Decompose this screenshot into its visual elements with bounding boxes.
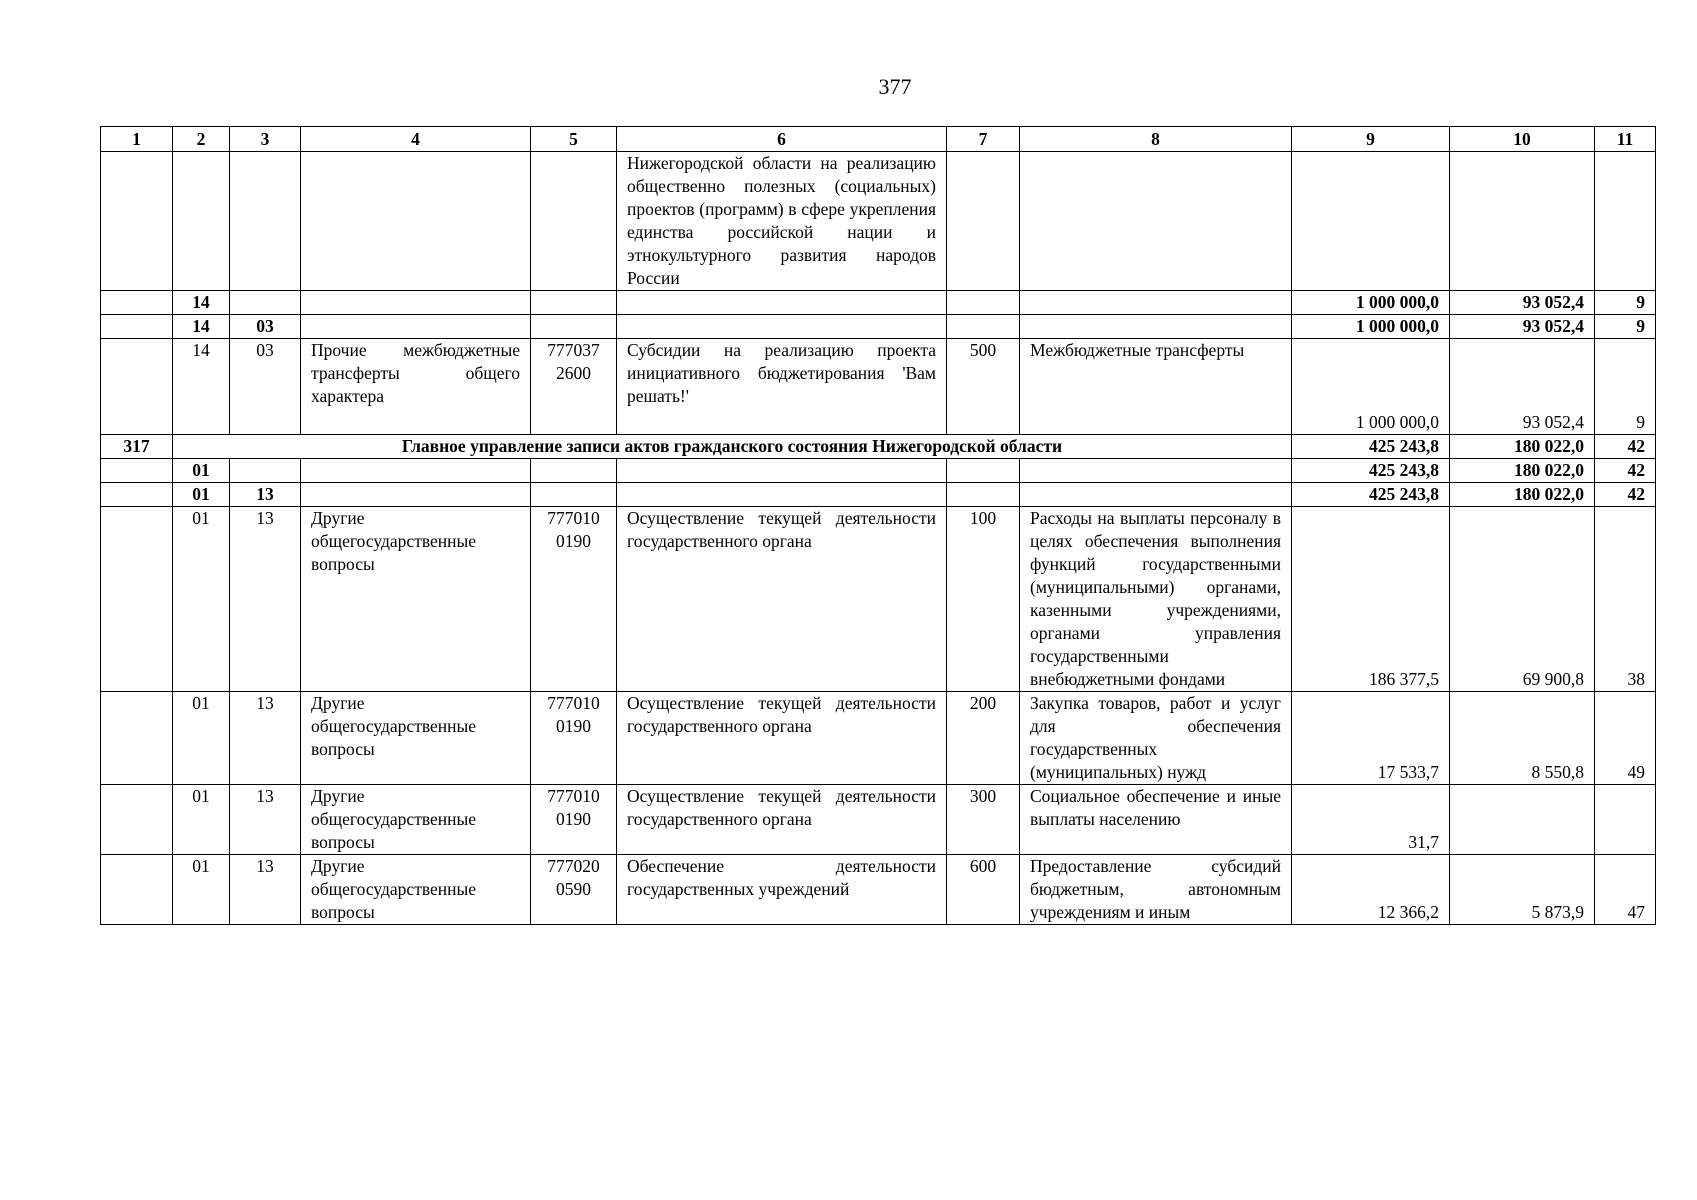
header-cell: 1 [101,127,173,152]
expense-type-name: Предоставление субсидий бюджетным, автономным учреждениям и иным [1020,855,1292,925]
percent: 42 [1595,435,1656,459]
section-code: 01 [173,692,230,785]
subsection-code: 13 [230,483,301,507]
target-article-code: 777010 0190 [531,785,617,855]
header-cell: 4 [301,127,531,152]
table-row [101,785,1656,855]
header-cell: 8 [1020,127,1292,152]
section-code: 01 [173,785,230,855]
header-cell: 2 [173,127,230,152]
section-code: 01 [173,483,230,507]
amount-actual: 93 052,4 [1450,291,1595,315]
header-cell: 9 [1292,127,1450,152]
amount-plan: 425 243,8 [1292,435,1450,459]
department-name: Главное управление записи актов гражданского состояния Нижегородской области [173,435,1292,459]
header-cell: 3 [230,127,301,152]
table-row [101,152,1656,291]
target-article-code: 777010 0190 [531,507,617,692]
expense-type-name: Расходы на выплаты персоналу в целях обеспечения выполнения функций государственными (муниципальными) органами, казенными учреждениями, органами управления государственными внебюджетными фондами [1020,507,1292,692]
section-code: 14 [173,291,230,315]
amount-actual: 8 550,8 [1450,692,1595,785]
expense-type-code: 600 [947,855,1020,925]
amount-actual: 5 873,9 [1450,855,1595,925]
section-code: 14 [173,339,230,435]
section-name: Другие общегосударственные вопросы [301,785,531,855]
percent: 9 [1595,291,1656,315]
purpose-cell: Субсидии на реализацию проекта инициативного бюджетирования 'Вам решать!' [617,339,947,435]
table-row [101,339,1656,435]
amount-actual: 180 022,0 [1450,435,1595,459]
percent: 42 [1595,483,1656,507]
page-number: 377 [878,74,912,99]
section-name: Другие общегосударственные вопросы [301,855,531,925]
purpose-cell: Осуществление текущей деятельности государственного органа [617,692,947,785]
purpose-cell: Нижегородской области на реализацию общественно полезных (социальных) проектов (программ) в сфере укрепления единства российской нации и этнокультурного развития народов России [617,152,947,291]
target-article-code: 777037 2600 [531,339,617,435]
percent: 49 [1595,692,1656,785]
amount-plan: 17 533,7 [1292,692,1450,785]
section-total-row [101,459,1656,483]
amount-actual: 69 900,8 [1450,507,1595,692]
expense-type-name: Закупка товаров, работ и услуг для обеспечения государственных (муниципальных) нужд [1020,692,1292,785]
section-name: Прочие межбюджетные трансферты общего характера [301,339,531,435]
percent: 9 [1595,315,1656,339]
amount-plan: 186 377,5 [1292,507,1450,692]
subsection-code: 13 [230,507,301,692]
table-row [101,855,1656,925]
budget-table [100,126,1656,925]
expense-type-code: 500 [947,339,1020,435]
header-cell: 10 [1450,127,1595,152]
purpose-cell: Обеспечение деятельности государственных учреждений [617,855,947,925]
amount-actual [1450,785,1595,855]
amount-actual: 93 052,4 [1450,339,1595,435]
table-row [101,507,1656,692]
purpose-cell: Осуществление текущей деятельности государственного органа [617,785,947,855]
target-article-code: 777020 0590 [531,855,617,925]
target-article-code: 777010 0190 [531,692,617,785]
column-number-header-row [101,127,1656,152]
percent: 47 [1595,855,1656,925]
section-total-row [101,291,1656,315]
subsection-code: 13 [230,692,301,785]
section-name: Другие общегосударственные вопросы [301,692,531,785]
header-cell: 11 [1595,127,1656,152]
amount-plan: 31,7 [1292,785,1450,855]
amount-plan: 1 000 000,0 [1292,315,1450,339]
section-code: 01 [173,507,230,692]
table-row [101,692,1656,785]
section-name: Другие общегосударственные вопросы [301,507,531,692]
subsection-code: 13 [230,855,301,925]
expense-type-name: Межбюджетные трансферты [1020,339,1292,435]
expense-type-code: 300 [947,785,1020,855]
header-cell: 7 [947,127,1020,152]
subsection-code: 03 [230,315,301,339]
department-row [101,435,1656,459]
percent [1595,785,1656,855]
amount-plan: 1 000 000,0 [1292,291,1450,315]
subsection-total-row [101,315,1656,339]
section-code: 14 [173,315,230,339]
percent: 9 [1595,339,1656,435]
subsection-code: 03 [230,339,301,435]
expense-type-code: 200 [947,692,1020,785]
expense-type-name: Социальное обеспечение и иные выплаты населению [1020,785,1292,855]
section-code: 01 [173,855,230,925]
expense-type-code: 100 [947,507,1020,692]
header-cell: 6 [617,127,947,152]
department-code: 317 [101,435,173,459]
amount-plan: 425 243,8 [1292,459,1450,483]
header-cell: 5 [531,127,617,152]
section-code: 01 [173,459,230,483]
percent: 38 [1595,507,1656,692]
subsection-code: 13 [230,785,301,855]
subsection-total-row [101,483,1656,507]
amount-actual: 93 052,4 [1450,315,1595,339]
amount-plan: 1 000 000,0 [1292,339,1450,435]
amount-plan: 12 366,2 [1292,855,1450,925]
amount-actual: 180 022,0 [1450,483,1595,507]
purpose-cell: Осуществление текущей деятельности государственного органа [617,507,947,692]
amount-actual: 180 022,0 [1450,459,1595,483]
percent: 42 [1595,459,1656,483]
amount-plan: 425 243,8 [1292,483,1450,507]
